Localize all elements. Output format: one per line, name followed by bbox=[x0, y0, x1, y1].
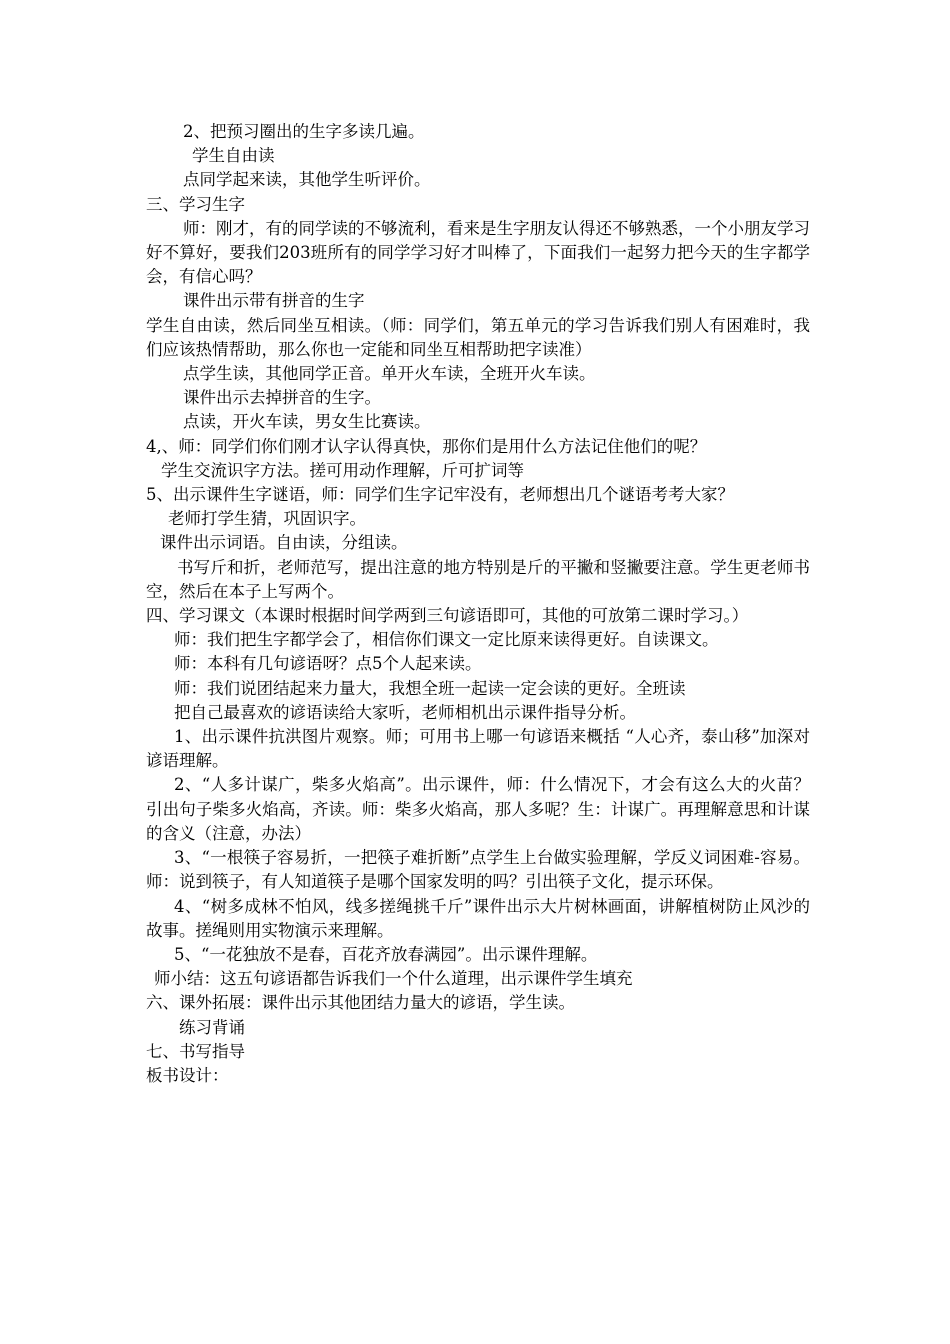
paragraph: 课件出示带有拼音的生字 bbox=[183, 291, 365, 311]
paragraph: 5、“一花独放不是春，百花齐放春满园”。出示课件理解。 bbox=[174, 944, 598, 964]
paragraph: 4、“树多成林不怕风，线多搓绳挑千斤”课件出示大片树林画面，讲解植树防止风沙的故事。搓绳则用实物演示来理解。 bbox=[146, 896, 810, 940]
section-heading: 七、书写指导 bbox=[146, 1041, 245, 1061]
paragraph: 师：刚才，有的同学读的不够流利，看来是生字朋友认得还不够熟悉，一个小朋友学习好不算好，要我们203班所有的同学学习好才叫棒了，下面我们一起努力把今天的生字都学会，有信心吗？ bbox=[146, 218, 810, 287]
paragraph: 书写斤和折，老师范写，提出注意的地方特别是斤的平撇和竖撇要注意。学生更老师书空，然后在本子上写两个。 bbox=[146, 557, 810, 601]
paragraph: 师：我们把生字都学会了，相信你们课文一定比原来读得更好。自读课文。 bbox=[174, 630, 719, 650]
paragraph: 5、出示课件生字谜语，师：同学们生字记牢没有，老师想出几个谜语考考大家？ bbox=[146, 485, 734, 505]
paragraph: 老师打学生猜，巩固识字。 bbox=[168, 509, 366, 529]
paragraph: 点学生读，其他同学正音。单开火车读，全班开火车读。 bbox=[183, 364, 596, 384]
paragraph: 师小结：这五句谚语都告诉我们一个什么道理，出示课件学生填充 bbox=[154, 969, 633, 989]
paragraph: 学生自由读 bbox=[192, 146, 275, 166]
paragraph: 2、把预习圈出的生字多读几遍。 bbox=[183, 122, 425, 141]
document-page bbox=[146, 120, 810, 1088]
paragraph: 把自己最喜欢的谚语读给大家听，老师相机出示课件指导分析。 bbox=[174, 702, 636, 722]
section-heading: 六、课外拓展：课件出示其他团结力量大的谚语，学生读。 bbox=[146, 993, 575, 1013]
section-heading: 四、学习课文（本课时根据时间学两到三句谚语即可，其他的可放第二课时学习。） bbox=[146, 606, 749, 626]
paragraph: 课件出示去掉拼音的生字。 bbox=[183, 388, 381, 408]
paragraph: 练习背诵 bbox=[179, 1017, 245, 1037]
paragraph: 4,、师：同学们你们刚才认字认得真快，那你们是用什么方法记住他们的呢？ bbox=[146, 436, 707, 456]
paragraph: 点读，开火车读，男女生比赛读。 bbox=[183, 412, 431, 432]
paragraph: 点同学起来读，其他学生听评价。 bbox=[183, 170, 431, 190]
paragraph: 课件出示词语。自由读，分组读。 bbox=[160, 533, 408, 553]
paragraph: 师：本科有几句谚语呀？点5个人起来读。 bbox=[174, 654, 482, 674]
paragraph: 2、“人多计谋广，柴多火焰高”。出示课件，师：什么情况下，才会有这么大的火苗？引出句子柴多火焰高，齐读。师：柴多火焰高，那人多呢？生：计谋广。再理解意思和计谋的含义（注意，办法） bbox=[146, 775, 810, 843]
paragraph: 1、出示课件抗洪图片观察。师；可用书上哪一句谚语来概括 “人心齐，泰山移”加深对谚语理解。 bbox=[146, 727, 810, 771]
paragraph: 学生交流识字方法。搓可用动作理解，斤可扩词等 bbox=[161, 460, 524, 480]
paragraph: 板书设计： bbox=[146, 1065, 229, 1085]
section-heading: 三、学习生字 bbox=[146, 194, 245, 214]
paragraph: 师：我们说团结起来力量大，我想全班一起读一定会读的更好。全班读 bbox=[174, 678, 686, 698]
paragraph: 学生自由读，然后同坐互相读。（师：同学们，第五单元的学习告诉我们别人有困难时，我们应该热情帮助，那么你也一定能和同坐互相帮助把字读准） bbox=[146, 315, 810, 359]
paragraph: 3、“一根筷子容易折，一把筷子难折断”点学生上台做实验理解，学反义词困难-容易。师：说到筷子，有人知道筷子是哪个国家发明的吗？引出筷子文化，提示环保。 bbox=[146, 848, 810, 892]
